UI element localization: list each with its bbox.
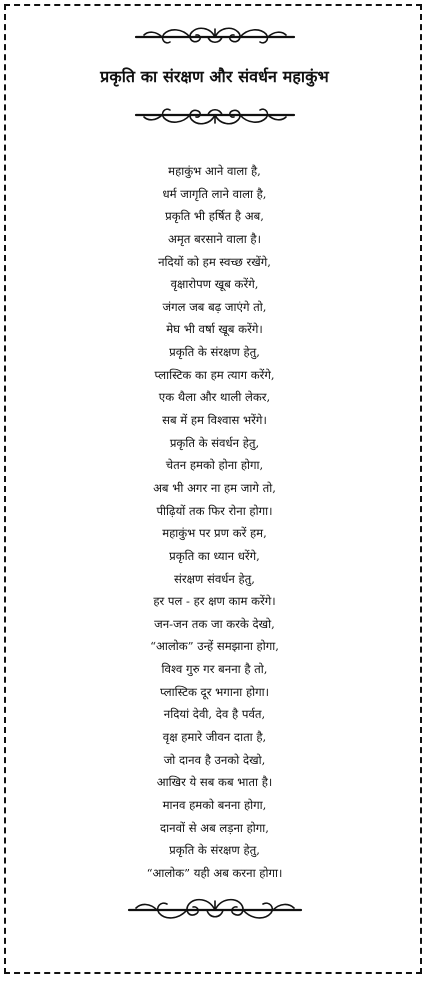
poem-line: वृक्ष हमारे जीवन दाता है,	[162, 730, 267, 745]
poem-line: जंगल जब बढ़ जाएंगे तो,	[162, 299, 267, 314]
poem-line: प्लास्टिक का हम त्याग करेंगे,	[154, 367, 275, 382]
poem-line: प्लास्टिक दूर भगाना होगा।	[159, 684, 270, 699]
poem-line: नदियों को हम स्वच्छ रखेंगे,	[158, 254, 271, 269]
poem-line: प्रकृति के संवर्धन हेतु,	[169, 435, 260, 450]
poem-line: प्रकृति का ध्यान धरेंगे,	[169, 548, 260, 563]
scroll-flourish-icon	[130, 22, 300, 52]
poem-line: जो दानव है उनको देखो,	[163, 752, 266, 767]
poem-line: विश्व गुरु गर बनना है तो,	[161, 662, 268, 677]
poem-line: “आलोक” उन्हें समझाना होगा,	[150, 639, 279, 654]
poem-line: मेघ भी वर्षा खूब करेंगे।	[166, 322, 263, 337]
poem-line: पीढ़ियों तक फिर रोना होगा।	[156, 503, 273, 518]
poem-line: नदियां देवी, देव है पर्वत,	[163, 707, 266, 722]
poem-line: दानवों से अब लड़ना होगा,	[160, 820, 269, 835]
poem-line: वृक्षारोपण खूब करेंगे,	[170, 277, 259, 292]
poem-line: “आलोक” यही अब करना होगा।	[146, 865, 283, 880]
poem-line: प्रकृति भी हर्षित है अब,	[165, 209, 264, 224]
poem-line: आखिर ये सब कब भाता है।	[156, 775, 273, 790]
poem-line: संरक्षण संवर्धन हेतु,	[174, 571, 255, 586]
poem-line: अब भी अगर ना हम जागे तो,	[153, 480, 276, 495]
poem-line: सब में हम विश्वास भरेंगे।	[162, 413, 267, 428]
poem-line: धर्म जागृति लाने वाला है,	[162, 186, 267, 201]
poem-line: प्रकृति के संरक्षण हेतु,	[169, 843, 260, 858]
poem-line: एक थैला और थाली लेकर,	[158, 390, 271, 405]
poem-line: महाकुंभ आने वाला है,	[168, 164, 261, 178]
poem-line: हर पल - हर क्षण काम करेंगे।	[153, 594, 276, 609]
poem-line: चेतन हमको होना होगा,	[165, 458, 264, 473]
scroll-flourish-icon	[125, 893, 305, 927]
poem-line: मानव हमको बनना होगा,	[162, 797, 267, 812]
poem-line: जन-जन तक जा करके देखो,	[154, 616, 275, 631]
page-title: प्रकृति का संरक्षण और संवर्धन महाकुंभ	[100, 67, 329, 86]
scroll-flourish-icon	[130, 100, 300, 130]
poem-line: प्रकृति के संरक्षण हेतु,	[169, 345, 260, 360]
poem-line: अमृत बरसाने वाला है।	[168, 231, 261, 246]
poem-body	[0, 160, 429, 885]
poem-line: महाकुंभ पर प्रण करें हम,	[162, 526, 267, 541]
